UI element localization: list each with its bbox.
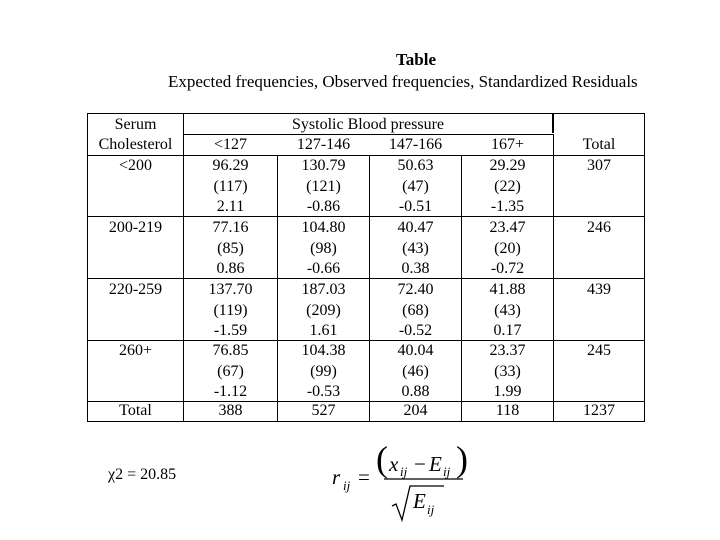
table-subtitle: Expected frequencies, Observed frequencies, Standardized Residuals xyxy=(168,72,638,91)
expected-value: 137.70 xyxy=(208,281,253,298)
column-total: 118 xyxy=(495,402,520,419)
observed-value: (43) xyxy=(402,239,429,257)
column-header: Total xyxy=(582,136,616,153)
residual-formula xyxy=(326,438,496,528)
observed-value: (22) xyxy=(494,177,521,195)
row-header-cholesterol: Cholesterol xyxy=(98,136,173,153)
expected-value: 29.29 xyxy=(489,157,526,174)
expected-value: 77.16 xyxy=(212,219,249,236)
formula-equals: = xyxy=(358,465,370,489)
expected-value: 40.04 xyxy=(397,342,434,359)
observed-value: (117) xyxy=(213,177,248,195)
residual-value: 0.86 xyxy=(216,260,245,277)
row-total: 307 xyxy=(587,157,611,174)
group-header: Systolic Blood pressure xyxy=(292,116,444,133)
formula-r-sub: ij xyxy=(343,478,351,493)
observed-value: (121) xyxy=(306,177,341,195)
formula-r: r xyxy=(332,465,341,489)
observed-value: (119) xyxy=(213,301,248,319)
expected-value: 76.85 xyxy=(212,342,249,359)
column-total: 204 xyxy=(403,402,428,419)
observed-value: (47) xyxy=(402,177,429,195)
residual-value: -0.51 xyxy=(398,198,433,215)
right-paren-icon: ) xyxy=(456,439,468,479)
observed-value: (33) xyxy=(494,362,521,380)
row-label: 200-219 xyxy=(108,219,163,236)
row-label: 220-259 xyxy=(108,281,163,298)
expected-value: 130.79 xyxy=(301,157,346,174)
residual-value: -0.86 xyxy=(306,198,341,215)
expected-value: 104.38 xyxy=(301,342,346,359)
residual-value: -1.59 xyxy=(213,322,248,339)
residual-value: -0.53 xyxy=(306,383,341,400)
residual-value: -0.52 xyxy=(398,322,433,339)
formula-den-e-sub: ij xyxy=(427,502,435,517)
observed-value: (98) xyxy=(310,239,337,257)
observed-value: (43) xyxy=(494,301,521,319)
observed-value: (67) xyxy=(217,362,244,380)
expected-value: 50.63 xyxy=(397,157,434,174)
expected-value: 23.37 xyxy=(489,342,526,359)
row-label: 260+ xyxy=(118,342,153,359)
formula-e-sub: ij xyxy=(443,464,451,479)
residual-value: -1.35 xyxy=(490,198,525,215)
row-total: 246 xyxy=(587,219,611,236)
column-header: <127 xyxy=(213,136,248,153)
column-total: 527 xyxy=(311,402,336,419)
formula-x-sub: ij xyxy=(400,464,408,479)
residual-value: -0.72 xyxy=(490,260,525,277)
row-total: 245 xyxy=(587,342,611,359)
column-header: 147-166 xyxy=(388,136,443,153)
row-header-serum: Serum xyxy=(114,116,157,133)
observed-value: (99) xyxy=(310,362,337,380)
table-title: Table xyxy=(396,50,437,69)
column-total: 388 xyxy=(218,402,243,419)
residual-value: 1.99 xyxy=(493,383,522,400)
column-header: 127-146 xyxy=(296,136,351,153)
expected-value: 96.29 xyxy=(212,157,249,174)
observed-value: (209) xyxy=(306,301,341,319)
column-total: 1237 xyxy=(583,402,615,419)
residual-value: 0.17 xyxy=(493,322,522,339)
formula-e: E xyxy=(429,452,442,476)
chi-square-value: χ2 = 20.85 xyxy=(108,466,177,483)
formula-den-e: E xyxy=(413,489,426,513)
formula-minus: − xyxy=(414,452,426,476)
left-paren-icon: ( xyxy=(376,439,388,479)
formula-x: x xyxy=(389,452,399,476)
expected-value: 104.80 xyxy=(301,219,346,236)
row-label: <200 xyxy=(118,157,153,174)
residual-value: 0.88 xyxy=(401,383,430,400)
residual-value: -0.66 xyxy=(306,260,341,277)
row-total: 439 xyxy=(587,281,611,298)
residual-value: 1.61 xyxy=(309,322,338,339)
observed-value: (68) xyxy=(402,301,429,319)
residual-value: 2.11 xyxy=(216,198,245,215)
expected-value: 72.40 xyxy=(397,281,434,298)
observed-value: (85) xyxy=(217,239,244,257)
expected-value: 187.03 xyxy=(301,281,346,298)
observed-value: (46) xyxy=(402,362,429,380)
expected-value: 40.47 xyxy=(397,219,434,236)
expected-value: 23.47 xyxy=(489,219,526,236)
expected-value: 41.88 xyxy=(489,281,526,298)
observed-value: (20) xyxy=(494,239,521,257)
residual-value: -1.12 xyxy=(213,383,248,400)
total-row-label: Total xyxy=(119,402,152,419)
column-header: 167+ xyxy=(490,136,525,153)
residual-value: 0.38 xyxy=(401,260,430,277)
